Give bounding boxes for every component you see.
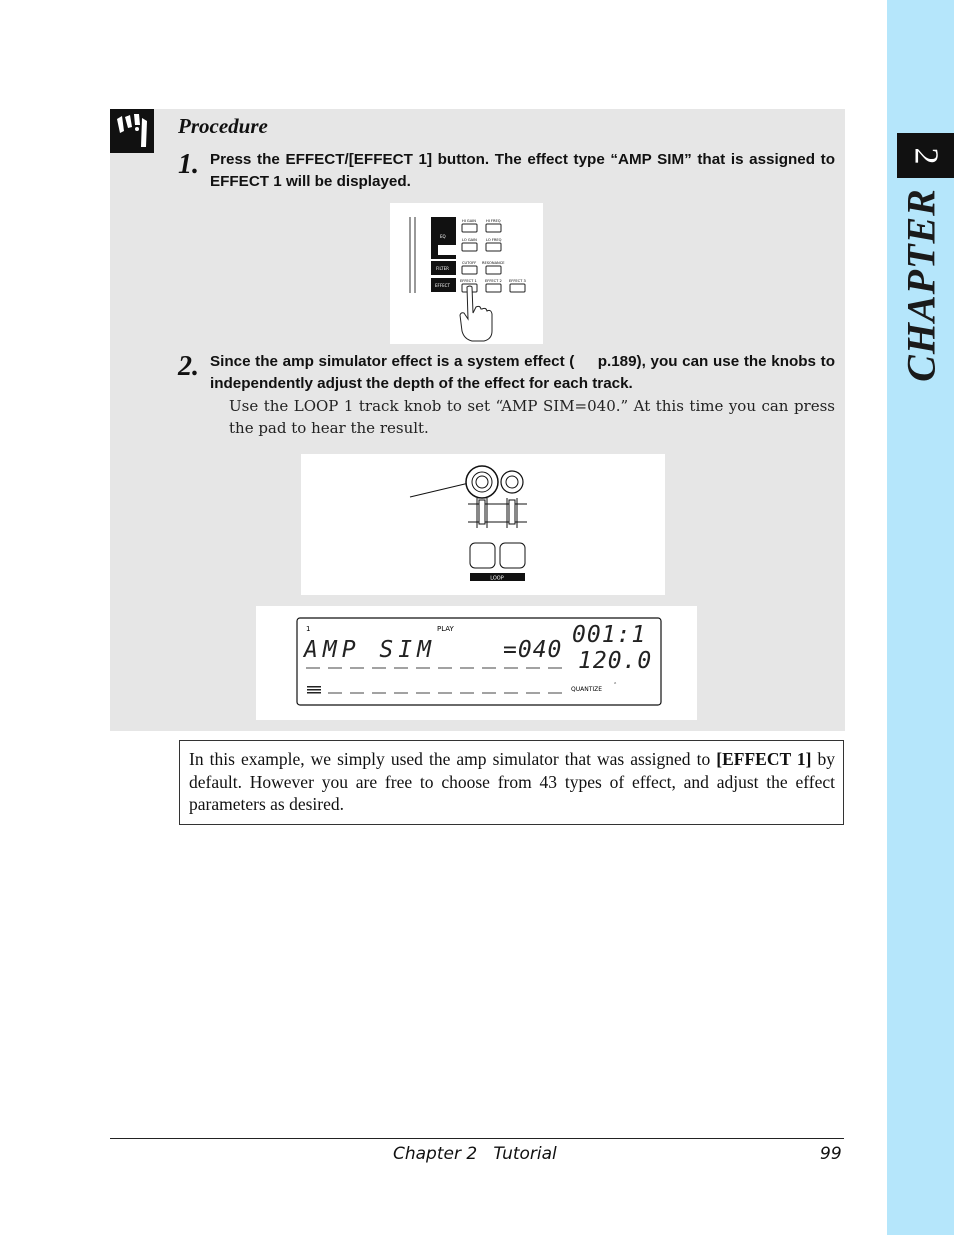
- hi-gain-button[interactable]: [462, 224, 477, 232]
- note-text: [189, 748, 835, 816]
- effect-2-label: EFFECT 2: [485, 279, 502, 283]
- hi-freq-button[interactable]: [486, 224, 501, 232]
- loop-2-pad[interactable]: [500, 543, 525, 568]
- step-2-text-before-ref: Since the amp simulator effect is a system effect (: [210, 353, 575, 370]
- step-2-text-after-ref: p.189), you can use the knobs to independently adjust the depth of the effect for each track.: [210, 353, 835, 392]
- knob-figure: [301, 454, 665, 595]
- effect-panel-figure: [390, 203, 543, 344]
- lcd-quantize: QUANTIZE: [571, 686, 603, 693]
- loop-1-fader[interactable]: [479, 500, 485, 524]
- loop-2-knob[interactable]: [501, 471, 523, 493]
- note-text-before: In this example, we simply used the amp simulator that was assigned to: [189, 749, 717, 769]
- hi-gain-label: HI GAIN: [462, 219, 476, 223]
- step-2-text: [210, 351, 835, 395]
- lcd-tempo: 120.0: [578, 648, 653, 674]
- lcd-value: =040: [503, 637, 563, 663]
- note-text-after: by default. However you are free to choose from 43 types of effect, and adjust the effect parameters as desired.: [189, 749, 836, 814]
- lcd-track: 1: [306, 625, 311, 633]
- step-1-text: Press the EFFECT/[EFFECT 1] button. The effect type “AMP SIM” that is assigned to EFFECT 1 will be displayed.: [210, 151, 835, 190]
- chapter-label: [888, 188, 954, 382]
- effect-1-label: EFFECT 1: [460, 279, 477, 283]
- effect-3-button[interactable]: [510, 284, 525, 292]
- effect-2-button[interactable]: [486, 284, 501, 292]
- step-2-number: 2.: [178, 351, 199, 382]
- footer-chapter-label: Chapter 2 Tutorial: [393, 1144, 557, 1164]
- lcd-figure: [256, 606, 697, 720]
- lcd-measure: 001:1: [572, 622, 647, 648]
- hi-freq-label: HI FREQ: [486, 219, 501, 223]
- effect-section-label: EFFECT: [435, 283, 450, 288]
- loop-2-fader[interactable]: [509, 500, 515, 524]
- note-text-bold: [EFFECT 1]: [716, 749, 812, 769]
- lo-freq-label: LO FREQ: [486, 238, 502, 242]
- effect-3-label: EFFECT 3: [509, 279, 526, 283]
- footer-page-number: 99: [820, 1144, 842, 1164]
- loop-1-knob[interactable]: [472, 472, 492, 492]
- filter-section-label: FILTER: [436, 266, 449, 271]
- eq-section-label: EQ: [440, 234, 446, 239]
- resonance-label: RESONANCE: [482, 261, 505, 265]
- step-2-body: Use the LOOP 1 track knob to set “AMP SIM=040.” At this time you can press the pad to hear the result.: [229, 397, 835, 437]
- svg-text:⌃: ⌃: [613, 682, 618, 688]
- note-box: [179, 740, 844, 825]
- lcd-level-icon: [307, 686, 321, 694]
- footer-rule: [110, 1138, 844, 1139]
- procedure-title: Procedure: [178, 114, 268, 138]
- lo-gain-label: LO GAIN: [462, 238, 477, 242]
- loop-1-pad[interactable]: [470, 543, 495, 568]
- pointing-hand-icon: [460, 286, 492, 341]
- chapter-side-tab: [887, 0, 954, 1235]
- lcd-main-text: AMP SIM: [304, 637, 436, 663]
- loop-label: LOOP: [490, 575, 504, 582]
- procedure-icon: [110, 109, 154, 153]
- lo-freq-button[interactable]: [486, 243, 501, 251]
- lcd-mode: PLAY: [437, 625, 454, 633]
- chapter-word: CHAPTER: [898, 188, 944, 382]
- cutoff-label: CUTOFF: [462, 261, 477, 265]
- step-1-number: 1.: [178, 149, 199, 180]
- chapter-number-badge: [897, 133, 954, 178]
- cutoff-button[interactable]: [462, 266, 477, 274]
- lo-gain-button[interactable]: [462, 243, 477, 251]
- resonance-button[interactable]: [486, 266, 501, 274]
- chapter-number: 2: [907, 147, 945, 164]
